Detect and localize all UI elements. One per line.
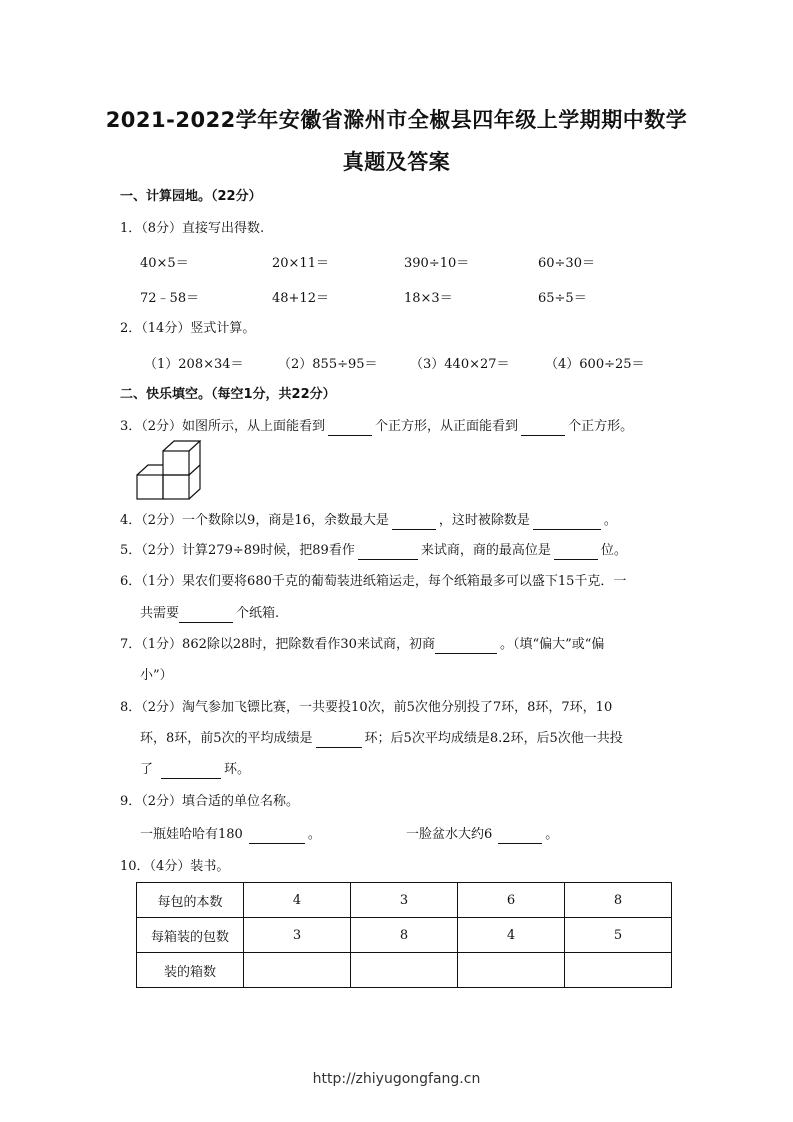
q1-item: 72﹣58＝ (140, 291, 200, 306)
table-row (137, 918, 672, 953)
q6-part: 个纸箱. (236, 606, 280, 621)
table-cell: 4 (458, 918, 565, 953)
q8-part: 环；后5次平均成绩是8.2环，后5次他一共投 (364, 731, 623, 746)
q6-part: 共需要 (140, 606, 180, 621)
q9-item-b (406, 826, 558, 844)
row-label: 装的箱数 (137, 953, 244, 988)
q3-part: 个正方形，从正面能看到 (375, 419, 519, 434)
q8-part: 环。 (224, 762, 251, 777)
answer-cell[interactable] (458, 953, 565, 988)
q5-part: 来试商，商的最高位是 (420, 543, 551, 558)
q3-part: 3．（2分）如图所示，从上面能看到 (120, 419, 326, 434)
q6-line1: 6．（1分）果农们要将680千克的葡萄装进纸箱运走，每个纸箱最多可以盛下15千克．一 (120, 574, 627, 589)
q7-line2: 小”） (140, 668, 173, 683)
q2-item: （4）600÷25＝ (545, 357, 645, 372)
q1-item: 40×5＝ (140, 256, 189, 271)
q1-item: 60÷30＝ (538, 256, 595, 271)
q7-line1 (120, 636, 604, 654)
answer-blank[interactable] (358, 545, 418, 560)
q5-part: 5．（2分）计算279÷89时候，把89看作 (120, 543, 355, 558)
table-row (137, 953, 672, 988)
answer-blank[interactable] (392, 515, 436, 530)
answer-blank[interactable] (498, 829, 542, 844)
answer-blank[interactable] (533, 515, 601, 530)
q8-line3 (140, 761, 250, 779)
q1-item: 18×3＝ (404, 291, 453, 306)
answer-blank[interactable] (521, 421, 565, 436)
q9-item-a (140, 826, 321, 844)
q5-part: 位。 (600, 543, 627, 558)
table-cell: 3 (244, 918, 351, 953)
answer-blank[interactable] (179, 608, 233, 623)
q4-part: ，这时被除数是 (438, 513, 530, 528)
section-1-heading: 一、计算园地。（22分） (120, 189, 262, 204)
q10-stem: 10．（4分）装书。 (120, 859, 230, 874)
answer-blank[interactable] (249, 829, 305, 844)
q1-item: 65÷5＝ (538, 291, 587, 306)
row-label: 每包的本数 (137, 883, 244, 918)
books-table (136, 882, 672, 988)
page-subtitle: 真题及答案 (342, 150, 451, 174)
q9-part: 一瓶娃哈哈有180 (140, 827, 243, 842)
q1-item: 390÷10＝ (404, 256, 470, 271)
answer-blank[interactable] (161, 764, 221, 779)
table-cell: 8 (565, 883, 672, 918)
q9-part: 一脸盆水大约6 (406, 827, 493, 842)
q5-text (120, 542, 627, 560)
q9-part: 。 (545, 827, 559, 842)
answer-cell[interactable] (351, 953, 458, 988)
q2-item: （1）208×34＝ (144, 357, 244, 372)
table-cell: 6 (458, 883, 565, 918)
answer-blank[interactable] (328, 421, 372, 436)
q3-part: 个正方形。 (568, 419, 634, 434)
q2-item: （3）440×27＝ (410, 357, 510, 372)
q4-part: 4．（2分）一个数除以9，商是16，余数最大是 (120, 513, 389, 528)
cube-figure (136, 438, 202, 502)
q6-line2 (140, 605, 279, 623)
q1-item: 48+12＝ (272, 291, 329, 306)
page-title: 2021-2022学年安徽省滁州市全椒县四年级上学期期中数学 (105, 108, 688, 132)
answer-cell[interactable] (565, 953, 672, 988)
answer-blank[interactable] (435, 639, 497, 654)
q8-line1: 8．（2分）淘气参加飞镖比赛，一共要投10次，前5次他分别投了7环，8环，7环，10 (120, 700, 613, 715)
q1-stem: 1．（8分）直接写出得数. (120, 221, 265, 236)
answer-cell[interactable] (244, 953, 351, 988)
q8-line2 (140, 730, 623, 748)
q8-part: 了 (140, 762, 154, 777)
q7-part: 7．（1分）862除以28时，把除数看作30来试商，初商 (120, 637, 435, 652)
q8-part: 环，8环，前5次的平均成绩是 (140, 731, 313, 746)
q3-text (120, 418, 633, 436)
q9-part: 。 (307, 827, 321, 842)
row-label: 每箱装的包数 (137, 918, 244, 953)
q2-stem: 2．（14分）竖式计算。 (120, 321, 256, 336)
q9-stem: 9．（2分）填合适的单位名称。 (120, 794, 300, 809)
answer-blank[interactable] (554, 545, 598, 560)
q2-item: （2）855÷95＝ (278, 357, 378, 372)
table-cell: 3 (351, 883, 458, 918)
answer-blank[interactable] (316, 733, 362, 748)
table-cell: 4 (244, 883, 351, 918)
q4-part: 。 (603, 513, 617, 528)
q4-text (120, 512, 617, 530)
q7-part: 。（填“偏大”或“偏 (499, 637, 605, 652)
q1-item: 20×11＝ (272, 256, 329, 271)
table-row (137, 883, 672, 918)
footer-url: http://zhiyugongfang.cn (312, 1071, 481, 1087)
table-cell: 5 (565, 918, 672, 953)
section-2-heading: 二、快乐填空。（每空1分，共22分） (120, 387, 336, 402)
table-cell: 8 (351, 918, 458, 953)
